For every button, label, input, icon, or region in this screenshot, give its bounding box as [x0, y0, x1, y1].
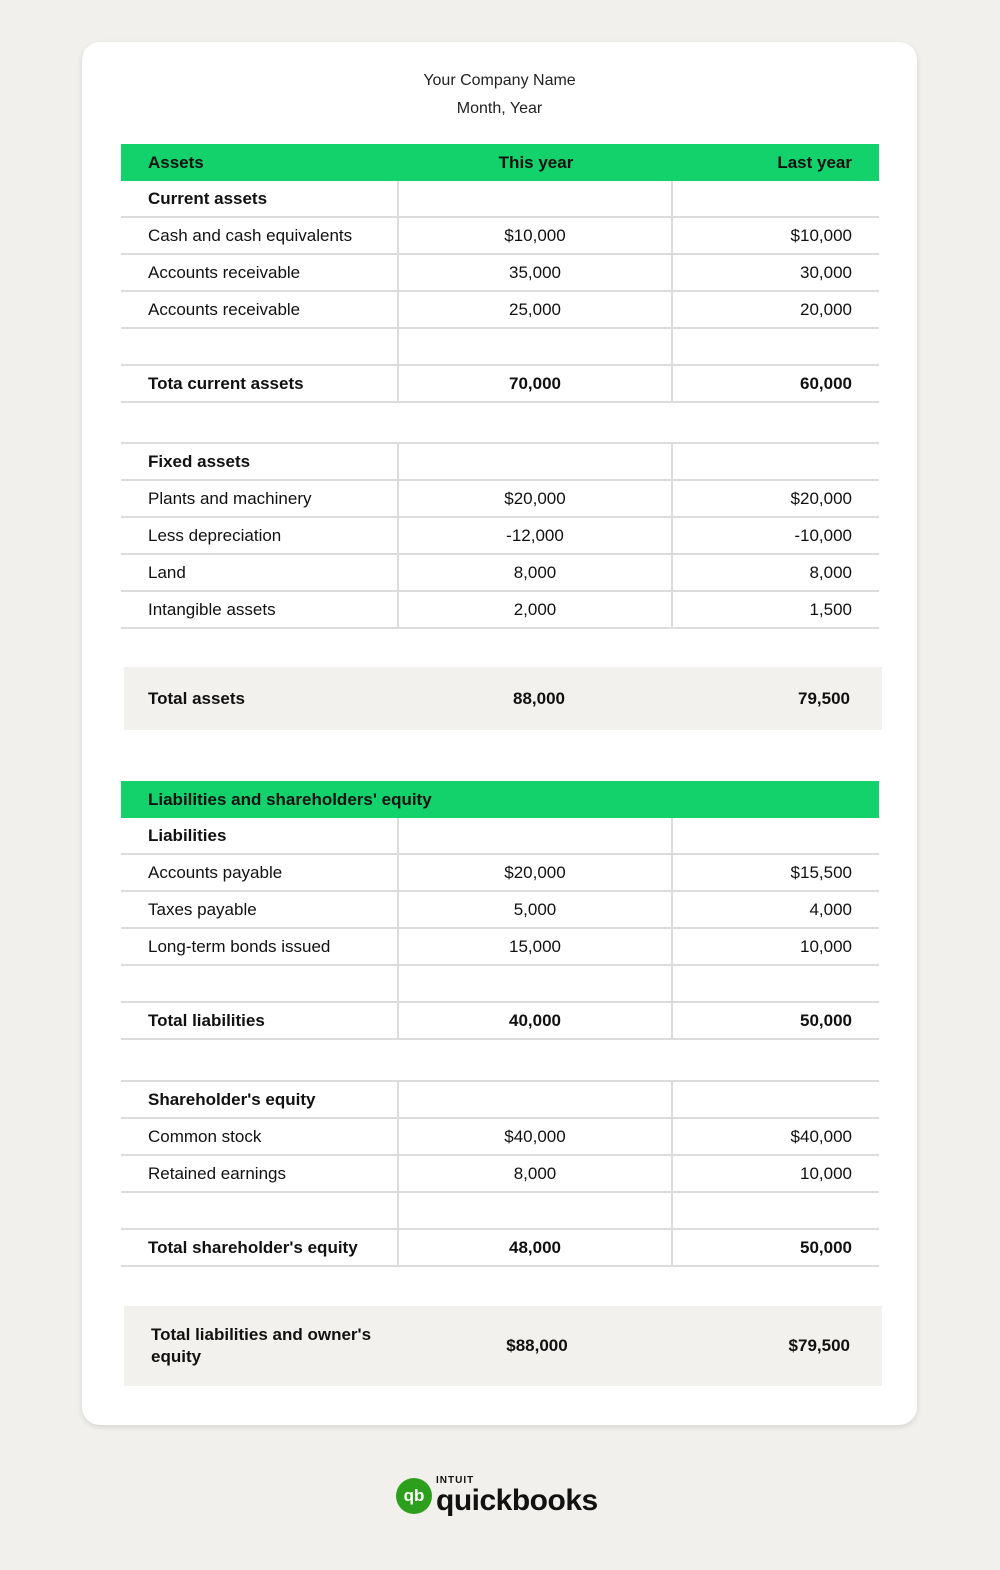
row-label: Total assets — [148, 688, 246, 708]
row-label: Total liabilities — [121, 1003, 399, 1038]
last-year-value: 50,000 — [800, 1237, 852, 1257]
row-label: Land — [121, 555, 399, 590]
row-label: Common stock — [121, 1119, 399, 1154]
this-year-value: 88,000 — [513, 688, 565, 708]
row-label: Intangible assets — [121, 592, 399, 627]
this-year-value: $10,000 — [399, 218, 673, 253]
assets-table — [121, 144, 879, 403]
last-year-value: $10,000 — [790, 225, 852, 245]
subtotal-row — [121, 366, 879, 403]
last-year-value: 8,000 — [809, 562, 852, 582]
this-year-value: 70,000 — [399, 366, 673, 401]
equity-table — [121, 1080, 879, 1267]
liabilities-table — [121, 781, 879, 1040]
liabilities-heading: Liabilities and shareholders' equity — [148, 789, 432, 809]
row-label: Accounts receivable — [121, 255, 399, 290]
empty-row — [121, 1193, 879, 1230]
last-year-value: 60,000 — [800, 373, 852, 393]
row-label: Tota current assets — [121, 366, 399, 401]
fixed-assets-table — [121, 442, 879, 629]
this-year-value: 5,000 — [399, 892, 673, 927]
this-year-value: 48,000 — [399, 1230, 673, 1265]
section-row — [121, 1082, 879, 1119]
last-year-value: 79,500 — [798, 688, 850, 708]
this-year-value: 8,000 — [399, 1156, 673, 1191]
table-row — [121, 1119, 879, 1156]
report-period: Month, Year — [456, 100, 543, 117]
table-row — [121, 855, 879, 892]
last-year-value: 50,000 — [800, 1010, 852, 1030]
table-row — [121, 892, 879, 929]
balance-sheet-card — [82, 42, 917, 1425]
last-year-value: 20,000 — [800, 299, 852, 319]
assets-heading: Assets — [148, 152, 204, 172]
table-row — [121, 255, 879, 292]
table-row — [121, 518, 879, 555]
empty-row — [121, 329, 879, 366]
this-year-value: 35,000 — [399, 255, 673, 290]
this-year-value: 25,000 — [399, 292, 673, 327]
last-year-value: 30,000 — [800, 262, 852, 282]
section-label: Liabilities — [121, 818, 399, 853]
col-last-year: Last year — [777, 152, 852, 172]
total-liabilities-equity-row — [124, 1306, 882, 1386]
quickbooks-wordmark: quickbooks — [436, 1484, 598, 1517]
qb-logo-icon: qb — [396, 1478, 432, 1514]
col-this-year: This year — [498, 152, 574, 172]
section-label: Fixed assets — [121, 444, 399, 479]
section-row — [121, 818, 879, 855]
this-year-value: -12,000 — [399, 518, 673, 553]
last-year-value: 4,000 — [809, 899, 852, 919]
row-label: Retained earnings — [121, 1156, 399, 1191]
section-label: Shareholder's equity — [121, 1082, 399, 1117]
table-row — [121, 1156, 879, 1193]
last-year-value: -10,000 — [794, 525, 852, 545]
last-year-value: $15,500 — [790, 862, 852, 882]
table-row — [121, 555, 879, 592]
last-year-value: 10,000 — [800, 1163, 852, 1183]
assets-header-row — [121, 144, 879, 181]
row-label: Plants and machinery — [121, 481, 399, 516]
row-label: Total liabilities and owner's equity — [151, 1325, 372, 1366]
table-row — [121, 929, 879, 966]
this-year-value: 40,000 — [399, 1003, 673, 1038]
section-row — [121, 444, 879, 481]
this-year-value: 2,000 — [399, 592, 673, 627]
row-label: Accounts receivable — [121, 292, 399, 327]
row-label: Total shareholder's equity — [121, 1230, 399, 1265]
section-label: Current assets — [121, 181, 399, 216]
row-label: Less depreciation — [121, 518, 399, 553]
row-label: Long-term bonds issued — [121, 929, 399, 964]
last-year-value: $20,000 — [790, 488, 852, 508]
this-year-value: 8,000 — [399, 555, 673, 590]
total-assets-row — [124, 667, 882, 730]
row-label: Accounts payable — [121, 855, 399, 890]
last-year-value: $79,500 — [788, 1336, 850, 1355]
last-year-value: 10,000 — [800, 936, 852, 956]
this-year-value: 15,000 — [399, 929, 673, 964]
row-label: Taxes payable — [121, 892, 399, 927]
liabilities-header-row — [121, 781, 879, 818]
this-year-value: $20,000 — [399, 855, 673, 890]
table-row — [121, 592, 879, 629]
last-year-value: $40,000 — [790, 1126, 852, 1146]
this-year-value: $20,000 — [399, 481, 673, 516]
this-year-value: $40,000 — [399, 1119, 673, 1154]
table-row — [121, 218, 879, 255]
this-year-value: $88,000 — [506, 1336, 568, 1355]
quickbooks-logo — [396, 1476, 598, 1516]
subtotal-row — [121, 1003, 879, 1040]
subtotal-row — [121, 1230, 879, 1267]
company-name: Your Company Name — [423, 72, 576, 89]
row-label: Cash and cash equivalents — [121, 218, 399, 253]
table-row — [121, 481, 879, 518]
intuit-wordmark: INTUIT — [436, 1475, 475, 1486]
section-row — [121, 181, 879, 218]
table-row — [121, 292, 879, 329]
last-year-value: 1,500 — [809, 599, 852, 619]
empty-row — [121, 966, 879, 1003]
